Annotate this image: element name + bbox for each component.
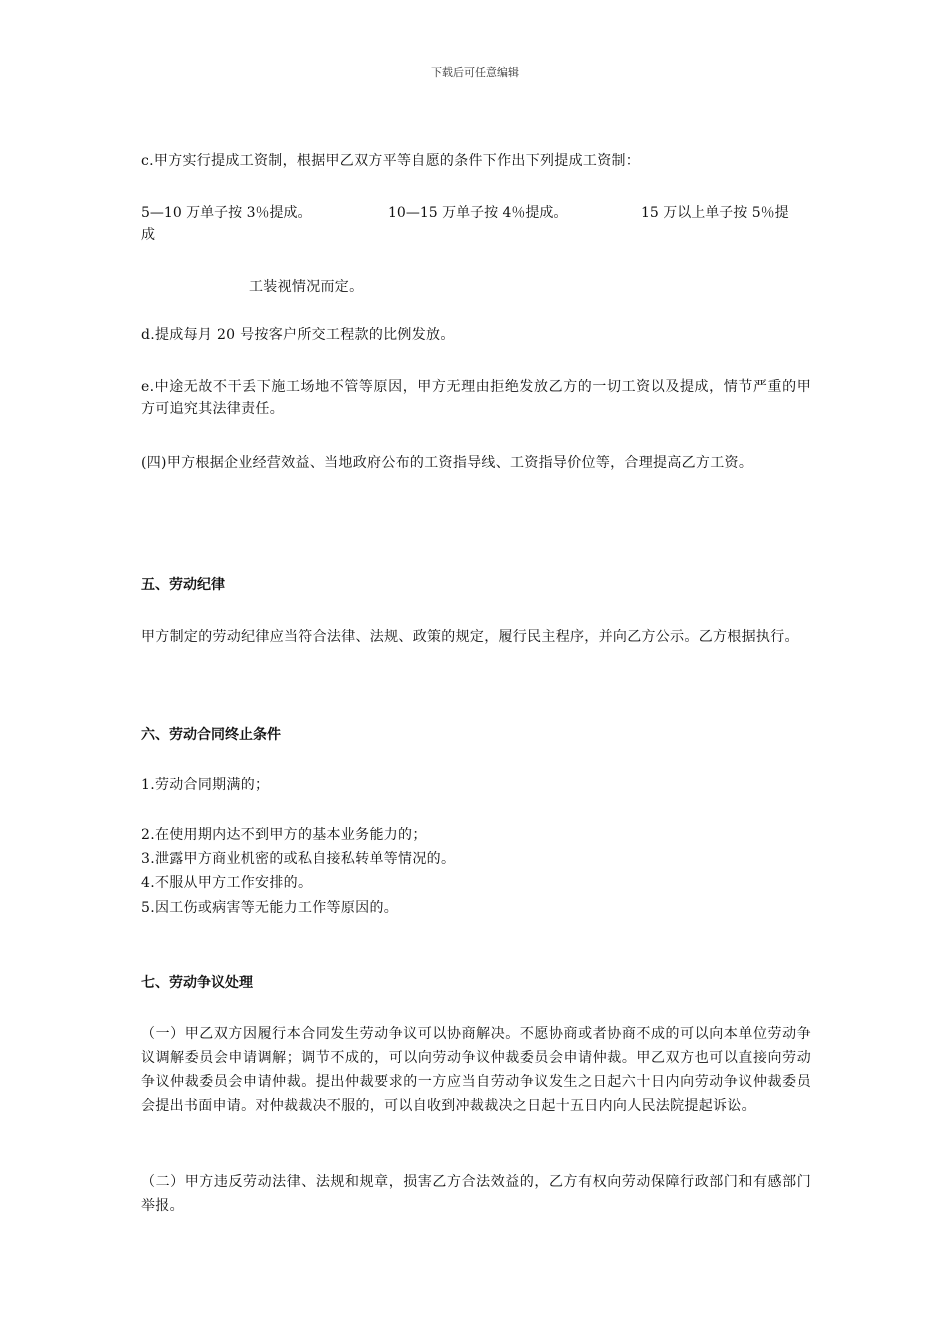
clause-e: e.中途无故不干丢下施工场地不管等原因，甲方无理由拒绝发放乙方的一切工资以及提成，情节严重的甲方可追究其法律责任。 <box>141 379 811 417</box>
section-7-title: 七、劳动争议处理 <box>141 975 253 991</box>
rate-tier-2: 10—15 万单子按 4％提成。 <box>388 205 568 221</box>
list-item: 1.劳动合同期满的； <box>141 777 270 793</box>
clause-four: (四)甲方根据企业经营效益、当地政府公布的工资指导线、工资指导价位等，合理提高乙方工资。 <box>141 455 754 471</box>
clause-c: c.甲方实行提成工资制，根据甲乙双方平等自愿的条件下作出下列提成工资制： <box>141 153 641 169</box>
section-5-title: 五、劳动纪律 <box>141 577 225 593</box>
section-7-paragraph-1: （一）甲乙双方因履行本合同发生劳动争议可以协商解决。不愿协商或者协商不成的可以向本单位劳动争议调解委员会申请调解；调节不成的，可以向劳动争议仲裁委员会申请仲裁。甲乙双方也可以直接向劳动争议仲裁委员会申请仲裁。提出仲裁要求的一方应当自劳动争议发生之日起六十日内向劳动争议仲裁委员会提出书面申请。对仲裁裁决不服的，可以自收到冲裁裁决之日起十五日内向人民法院提起诉讼。 <box>141 1026 811 1114</box>
section-6-title: 六、劳动合同终止条件 <box>141 727 281 743</box>
section-5-body: 甲方制定的劳动纪律应当符合法律、法规、政策的规定，履行民主程序，并向乙方公示。乙方根据执行。 <box>141 629 799 645</box>
clause-d: d.提成每月 20 号按客户所交工程款的比例发放。 <box>141 327 455 343</box>
section-7-paragraph-2: （二）甲方违反劳动法律、法规和规章，损害乙方合法效益的，乙方有权向劳动保障行政部门和有感部门举报。 <box>141 1174 811 1214</box>
rate-tier-3-wrap: 成 <box>141 227 155 243</box>
list-item: 2.在使用期内达不到甲方的基本业务能力的； <box>141 827 427 843</box>
page-header: 下载后可任意编辑 <box>431 66 519 79</box>
workwear-note: 工装视情况而定。 <box>249 279 364 295</box>
rate-tier-3: 15 万以上单子按 5％提 <box>641 205 789 221</box>
commission-rates <box>141 202 811 246</box>
list-item: 4.不服从甲方工作安排的。 <box>141 875 313 891</box>
list-item: 5.因工伤或病害等无能力工作等原因的。 <box>141 900 399 916</box>
rate-tier-1: 5—10 万单子按 3％提成。 <box>141 205 312 221</box>
list-item: 3.泄露甲方商业机密的或私自接私转单等情况的。 <box>141 851 456 867</box>
